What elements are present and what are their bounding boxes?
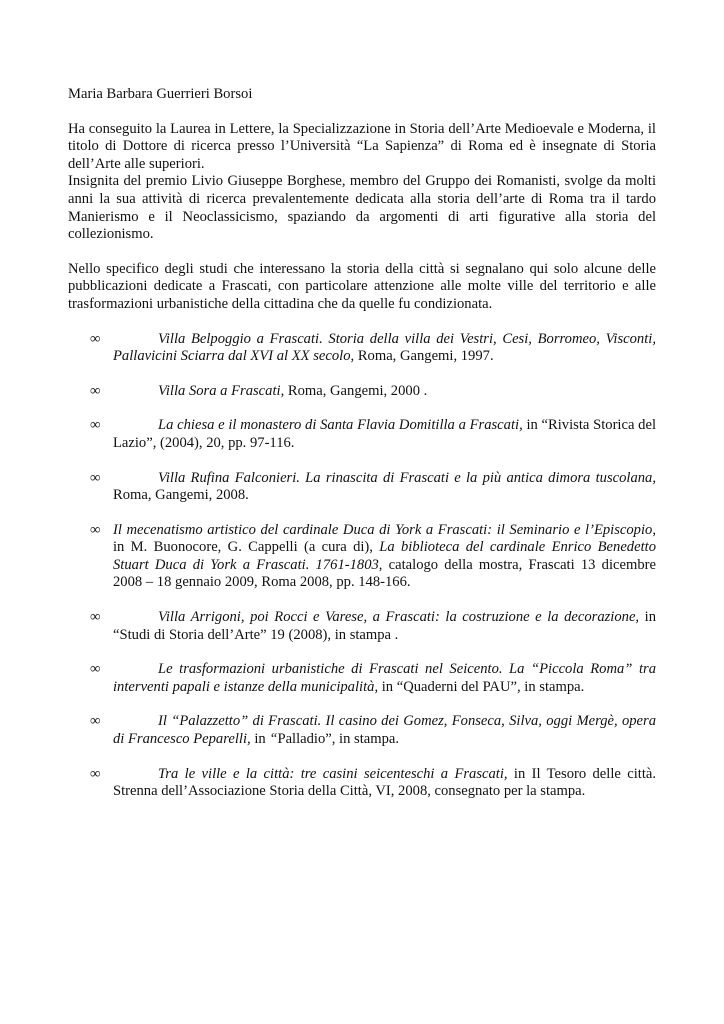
publication-title: Il “Palazzetto” di Frascati. Il casino dei Gomez, Fonseca, Silva, oggi Mergè, opera di Francesco Peparelli, [113,713,656,748]
publication-item [68,417,656,452]
publication-item [68,383,656,401]
infinity-bullet-icon: ∞ [90,661,101,678]
publication-catalogue-title: La biblioteca del cardinale Enrico Benedetto Stuart Duca di York a Frascati. 1761-1803 [113,539,656,573]
publication-details: , catalogo della mostra, Frascati 13 dicembre 2008 – 18 gennaio 2009, Roma 2008, pp. 148-166. [113,556,656,591]
bio-paragraph-education: Ha conseguito la Laurea in Lettere, la Specializzazione in Storia dell’Arte Medioevale e Moderna, il titolo di Dottore di ricerca presso l’Università “La Sapienza” di Roma ed è insegnate di Storia dell’Arte alle superiori. [68,120,656,172]
publication-details: in “Rivista Storica del Lazio”, (2004), 20, pp. 97-116. [113,417,656,451]
publication-editors: , in M. Buonocore, G. Cappelli (a cura di), [113,521,656,556]
publication-title: Villa Belpoggio a Frascati. Storia della villa dei Vestri, Cesi, Borromeo, Visconti, Pallavicini Sciarra dal XVI al XX secolo [113,330,656,365]
publication-item [68,331,656,366]
publication-title: Villa Sora a Frascati [158,382,281,399]
infinity-bullet-icon: ∞ [90,521,101,538]
infinity-bullet-icon: ∞ [90,330,101,347]
publication-details: , Roma, Gangemi, 2000 . [280,382,428,399]
bio-paragraph-activity: Insignita del premio Livio Giuseppe Borghese, membro del Gruppo dei Romanisti, svolge da molti anni la sua attività di ricerca prevalentemente dedicata alla storia dell’arte di Roma tra il tardo Manierismo e il Neoclassicismo, spaziando da argomenti di arti figurative alla storia del collezionismo. [68,173,656,243]
publication-details: , Roma, Gangemi, 1997. [350,348,494,365]
publication-title: La chiesa e il monastero di Santa Flavia Domitilla a Frascati, [158,417,523,434]
infinity-bullet-icon: ∞ [90,609,101,626]
publication-list [68,331,656,801]
infinity-bullet-icon: ∞ [90,417,101,434]
publication-details: in Il Tesoro delle città. Strenna dell’Associazione Storia della Città, VI, 2008, consegnato per la stampa. [113,765,656,800]
publication-details: Palladio”, in stampa. [277,731,400,748]
publication-connector: in [250,731,270,748]
publication-quote-mark: “ [269,731,278,748]
infinity-bullet-icon: ∞ [90,382,101,399]
publication-item [68,661,656,696]
publication-item [68,470,656,505]
infinity-bullet-icon: ∞ [90,713,101,730]
publication-item [68,522,656,592]
infinity-bullet-icon: ∞ [90,765,101,782]
publication-title: Villa Arrigoni, poi Rocci e Varese, a Frascati: la costruzione e la decorazione, [158,609,640,626]
publication-details: Roma, Gangemi, 2008. [113,487,249,504]
publication-details: , in “Quaderni del PAU”, in stampa. [374,678,585,695]
publication-title: Villa Rufina Falconieri. La rinascita di Frascati e la più antica dimora tuscolana, [158,469,656,486]
intro-paragraph-frascati: Nello specifico degli studi che interessano la storia della città si segnalano qui solo alcune delle pubblicazioni dedicate a Frascati, con particolare attenzione alle molte ville del territorio e alle trasformazioni urbanistiche della cittadina che da quelle fu condizionata. [68,260,656,312]
publication-title: Le trasformazioni urbanistiche di Frascati nel Seicento. La “Piccola Roma” tra interventi papali e istanze della municipalità [113,661,656,695]
publication-item [68,766,656,801]
author-name: Maria Barbara Guerrieri Borsoi [68,86,253,102]
publication-details: in “Studi di Storia dell’Arte” 19 (2008), in stampa . [113,609,657,643]
publication-title: Il mecenatismo artistico del cardinale Duca di York a Frascati: il Seminario e l’Episcopio [113,521,653,538]
publication-item [68,713,656,748]
infinity-bullet-icon: ∞ [90,469,101,486]
publication-title: Tra le ville e la città: tre casini seicenteschi a Frascati, [158,765,508,782]
document-page [68,86,656,818]
publication-item [68,609,656,644]
